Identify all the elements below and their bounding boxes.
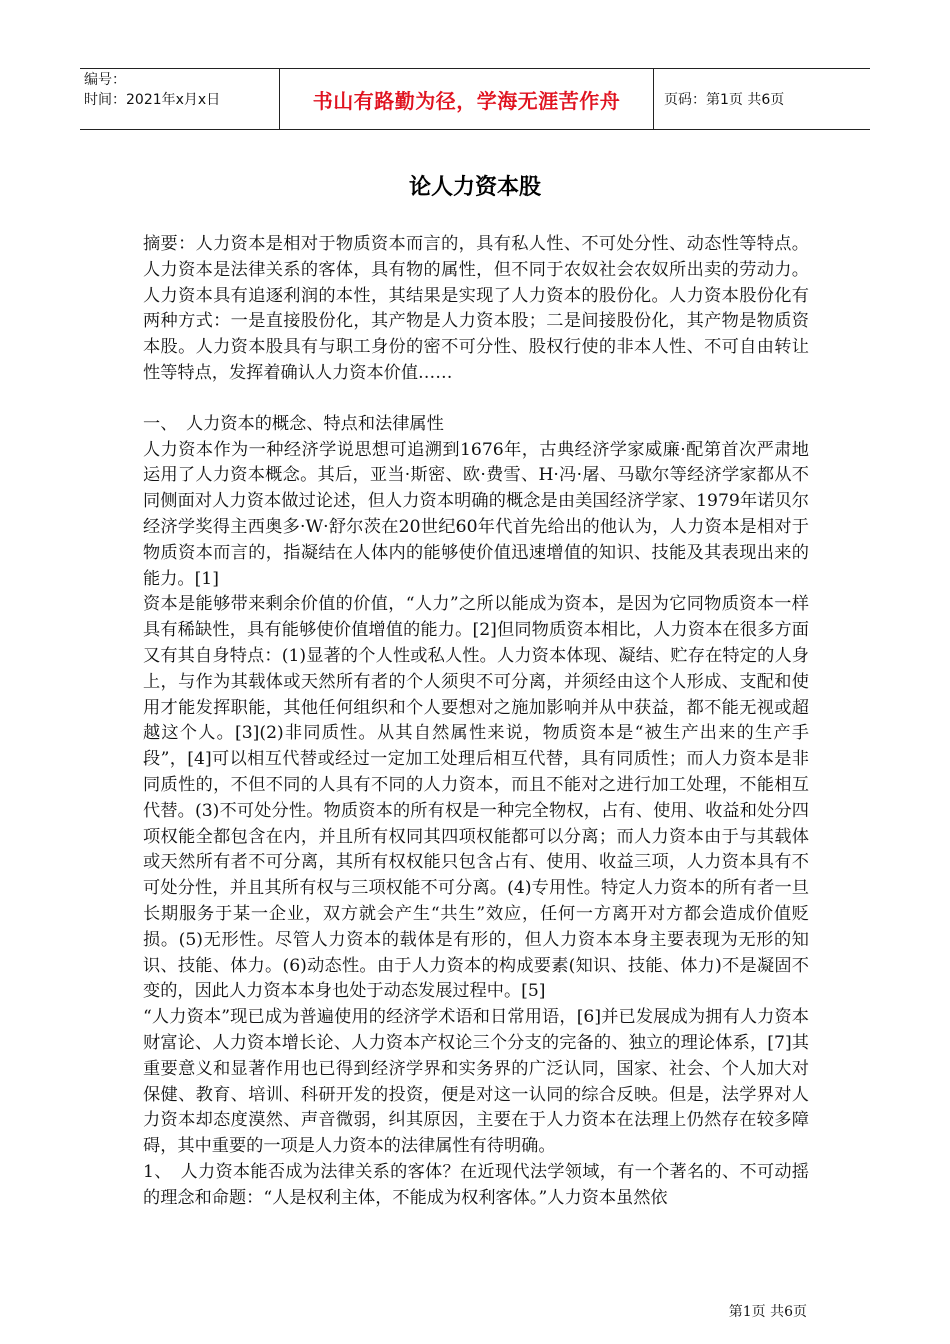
abstract-paragraph: 摘要：人力资本是相对于物质资本而言的，具有私人性、不可处分性、动态性等特点。人力资本是法律关系的客体，具有物的属性，但不同于农奴社会农奴所出卖的劳动力。人力资本具有追逐利润的本性，其结果是实现了人力资本的股份化。人力资本股份化有两种方式：一是直接股份化，其产物是人力资本股；二是间接股份化，其产物是物质资本股。人力资本股具有与职工身份的密不可分性、股权行使的非本人性、不可自由转让性等特点，发挥着确认人力资本价值…… <box>143 234 809 383</box>
body-paragraph: 人力资本作为一种经济学说思想可追溯到1676年，古典经济学家威廉·配第首次严肃地运用了人力资本概念。其后，亚当·斯密、欧·费雪、H·冯·屠、马歇尔等经济学家都从不同侧面对人力资本做过论述，但人力资本明确的概念是由美国经济学家、1979年诺贝尔经济学奖得主西奥多·W·舒尔茨在20世纪60年代首先给出的他认为，人力资本是相对于物质资本而言的，指凝结在人体内的能够使价值迅速增值的知识、技能及其表现出来的能力。[1] <box>143 439 809 589</box>
document-body <box>143 232 809 1211</box>
body-paragraph: 1、 人力资本能否成为法律关系的客体？在近现代法学领域，有一个著名的、不可动摇的理念和命题：“人是权利主体，不能成为权利客体。”人力资本虽然依 <box>143 1161 809 1208</box>
body-paragraph: “人力资本”现已成为普遍使用的经济学术语和日常用语，[6]并已发展成为拥有人力资本财富论、人力资本增长论、人力资本产权论三个分支的完备的、独立的理论体系，[7]其重要意义和显著作用也已得到经济学界和实务界的广泛认同，国家、社会、个人加大对保健、教育、培训、科研开发的投资，便是对这一认同的综合反映。但是，法学界对人力资本却态度漠然、声音微弱，纠其原因，主要在于人力资本在法理上仍然存在较多障碍，其中重要的一项是人力资本的法律属性有待明确。 <box>143 1007 809 1157</box>
header-page-code: 页码：第1页 共6页 <box>664 92 785 108</box>
document-title: 论人力资本股 <box>408 175 541 200</box>
header-table <box>80 68 870 130</box>
paragraph-gap <box>143 387 809 412</box>
time-label: 时间：2021年x月x日 <box>84 92 221 108</box>
header-motto: 书山有路勤为径，学海无涯苦作舟 <box>280 69 654 129</box>
header-meta <box>80 69 280 129</box>
body-paragraph: 资本是能够带来剩余价值的价值，“人力”之所以能成为资本，是因为它同物质资本一样具有稀缺性，具有能够使价值增值的能力。[2]但同物质资本相比，人力资本在很多方面又有其自身特点：(1)显著的个人性或私人性。人力资本体现、凝结、贮存在特定的人身上，与作为其载体或天然所有者的个人须臾不可分离，并须经由这个人形成、支配和使用才能发挥职能，其他任何组织和个人要想对之施加影响并从中获益，都不能无视或超越这个人。[3](2)非同质性。从其自然属性来说，物质资本是“被生产出来的生产手段”，[4]可以相互代替或经过一定加工处理后相互代替，具有同质性；而人力资本是非同质性的，不但不同的人具有不同的人力资本，而且不能对之进行加工处理，不能相互代替。(3)不可处分性。物质资本的所有权是一种完全物权，占有、使用、收益和处分四项权能全都包含在内，并且所有权同其四项权能都可以分离；而人力资本由于与其载体或天然所有者不可分离，其所有权权能只包含占有、使用、收益三项，人力资本具有不可处分性，并且其所有权与三项权能不可分离。(4)专用性。特定人力资本的所有者一旦长期服务于某一企业，双方就会产生“共生”效应，任何一方离开对方都会造成价值贬损。(5)无形性。尽管人力资本的载体是有形的，但人力资本本身主要表现为无形的知识、技能、体力。(6)动态性。由于人力资本的构成要素(知识、技能、体力)不是凝固不变的，因此人力资本本身也处于动态发展过程中。[5] <box>143 594 809 1002</box>
number-label: 编号： <box>84 72 126 88</box>
page-footer: 第1页 共6页 <box>728 1304 807 1320</box>
section-heading: 一、 人力资本的概念、特点和法律属性 <box>143 413 444 434</box>
